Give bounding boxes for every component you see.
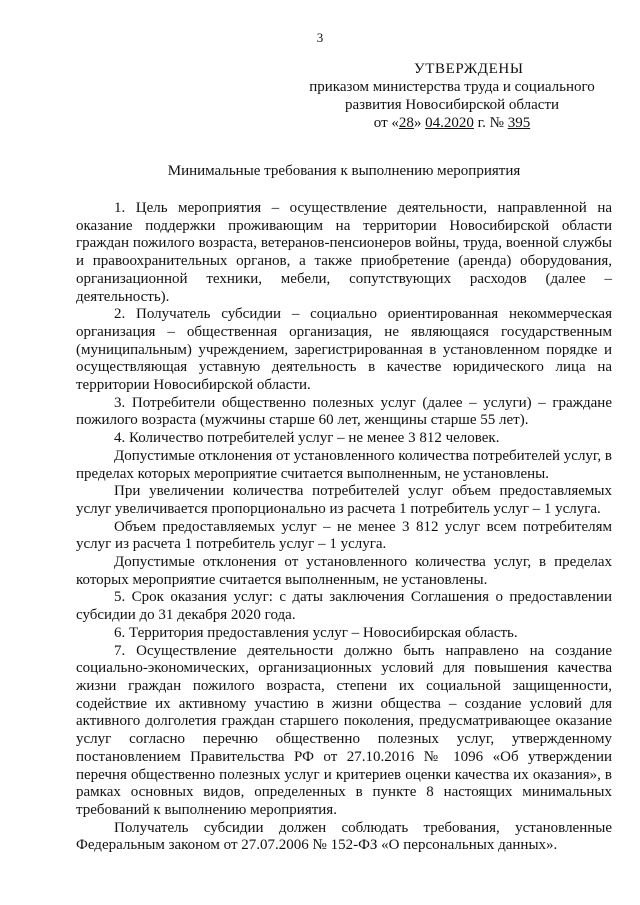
date-mid: » [413,115,426,131]
approval-date-line [292,114,612,132]
paragraph-5-term: 5. Срок оказания услуг: с даты заключения Соглашения о предоставлении субсидии до 31 декабря 2020 года. [76,589,612,624]
date-prefix: от « [373,115,399,131]
paragraph-personal-data: Получатель субсидии должен соблюдать требования, установленные Федеральным законом от 27.07.2006 № 152-ФЗ «О персональных данных». [76,819,612,854]
paragraph-service-deviations: Допустимые отклонения от установленного количества услуг, в пределах которых мероприятие считается выполненным, не установлены. [76,554,612,588]
paragraph-1-goal: 1. Цель мероприятия – осуществление деятельности, направленной на оказание поддержки проживающим на территории Новосибирской области граждан пожилого возраста, ветеранов-пенсионеров войны, труда, военной службы и правоохранительных органов, а также приобретение (аренда) оборудования, организационной техники, мебели, сопутствующих расходов (далее – деятельность). [76,200,612,305]
approval-line-2: развития Новосибирской области [344,97,560,113]
approval-block [292,60,612,132]
date-day: 28 [398,115,414,131]
paragraph-service-volume: Объем предоставляемых услуг – не менее 3 812 услуг всем потребителям услуг из расчета 1 потребитель услуг – 1 услуга. [76,518,612,553]
paragraph-6-territory: 6. Территория предоставления услуг – Новосибирская область. [114,624,518,641]
paragraph-consumer-deviations: Допустимые отклонения от установленного количества потребителей услуг, в пределах которых мероприятие считается выполненным, не установлены. [76,447,612,482]
paragraph-service-increase: При увеличении количества потребителей услуг объем предоставляемых услуг увеличивается пропорционально из расчета 1 потребитель услуг – 1 услуга. [76,483,612,517]
document-title: Минимальные требования к выполнению мероприятия [167,163,521,179]
date-month-year: 04.2020 [425,115,474,131]
paragraph-3-consumers: 3. Потребители общественно полезных услуг (далее – услуги) – граждане пожилого возраста (мужчины старше 60 лет, женщины старше 55 лет). [76,394,612,429]
approval-line-1: приказом министерства труда и социального [309,79,595,95]
date-suffix: г. № [473,115,508,131]
paragraph-7-activity: 7. Осуществление деятельности должно быть направлено на создание социально-экономических, организационных условий для повышения качества жизни граждан пожилого возраста, степени их социальной защищенности, содействие их активному участию в жизни общества – создание условий для активного долголетия граждан старшего поколения, предусматривающее оказание услуг согласно перечню общественно полезных услуг, утвержденному постановлением Правительства РФ от 27.10.2016 № 1096 «Об утверждении перечня общественно полезных услуг и критериев оценки качества их оказания», в рамках основных видов, определенных в пункте 8 настоящих минимальных требований к выполнению мероприятия. [76,642,612,818]
approval-title: УТВЕРЖДЕНЫ [414,61,524,77]
paragraph-4-consumer-count: 4. Количество потребителей услуг – не менее 3 812 человек. [114,430,500,447]
order-number: 395 [507,115,531,131]
document-body [76,200,612,855]
paragraph-2-recipient: 2. Получатель субсидии – социально ориентированная некоммерческая организация – общественная организация, не являющаяся государственным (муниципальным) учреждением, зарегистрированная в установленном порядке и осуществляющая уставную деятельность в качестве юридического лица на территории Новосибирской области. [76,306,612,394]
page-number: 3 [316,30,324,45]
